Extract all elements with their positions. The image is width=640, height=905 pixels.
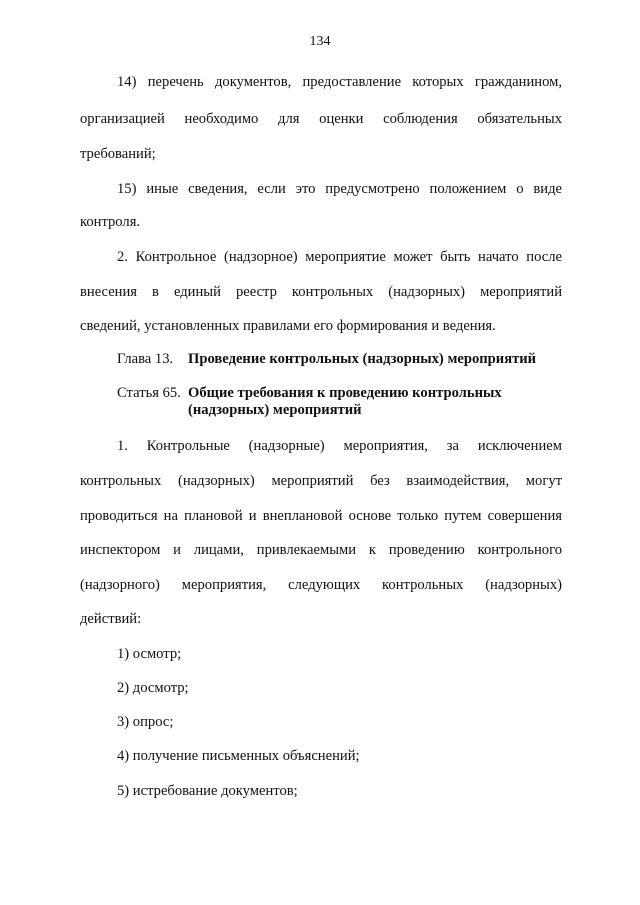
item-15-line-1 <box>117 180 562 198</box>
item-15-line-2: контроля. <box>80 214 141 230</box>
item-14-text: перечень документов, предоставление которых гражданином, <box>147 74 562 90</box>
article-title-line-1: Общие требования к проведению контрольных <box>188 385 502 401</box>
item-14-line-2: организацией необходимо для оценки соблюдения обязательных <box>80 111 562 127</box>
list-item: 5) истребование документов; <box>117 783 298 799</box>
item-15-number: 15) <box>117 181 137 197</box>
paragraph-1-line-1: 1. Контрольные (надзорные) мероприятия, за исключением <box>117 438 562 454</box>
paragraph-1-line-6: действий: <box>80 611 142 627</box>
item-14-line-3: требований; <box>80 146 156 162</box>
list-item: 2) досмотр; <box>117 680 189 696</box>
paragraph-1-line-5: (надзорного) мероприятия, следующих контрольных (надзорных) <box>80 577 562 593</box>
paragraph-2-line-1: 2. Контрольное (надзорное) мероприятие может быть начато после <box>117 249 562 265</box>
paragraph-2-line-3: сведений, установленных правилами его формирования и ведения. <box>80 318 496 334</box>
chapter-title: Проведение контрольных (надзорных) мероприятий <box>188 351 537 367</box>
item-14-line-1 <box>117 73 562 91</box>
item-15-text: иные сведения, если это предусмотрено положением о виде <box>146 181 562 197</box>
paragraph-2-line-2: внесения в единый реестр контрольных (надзорных) мероприятий <box>80 284 562 300</box>
chapter-label: Глава 13. <box>117 351 174 367</box>
page-number: 134 <box>309 34 331 49</box>
paragraph-1-line-2: контрольных (надзорных) мероприятий без взаимодействия, могут <box>80 473 562 489</box>
list-item: 4) получение письменных объяснений; <box>117 748 360 764</box>
paragraph-1-line-3: проводиться на плановой и внеплановой основе только путем совершения <box>80 508 562 524</box>
list-item: 1) осмотр; <box>117 646 182 662</box>
paragraph-1-line-4: инспектором и лицами, привлекаемыми к проведению контрольного <box>80 542 562 558</box>
article-label: Статья 65. <box>117 385 181 401</box>
article-title-line-2: (надзорных) мероприятий <box>188 402 362 418</box>
list-item: 3) опрос; <box>117 714 174 730</box>
item-14-number: 14) <box>117 74 137 90</box>
